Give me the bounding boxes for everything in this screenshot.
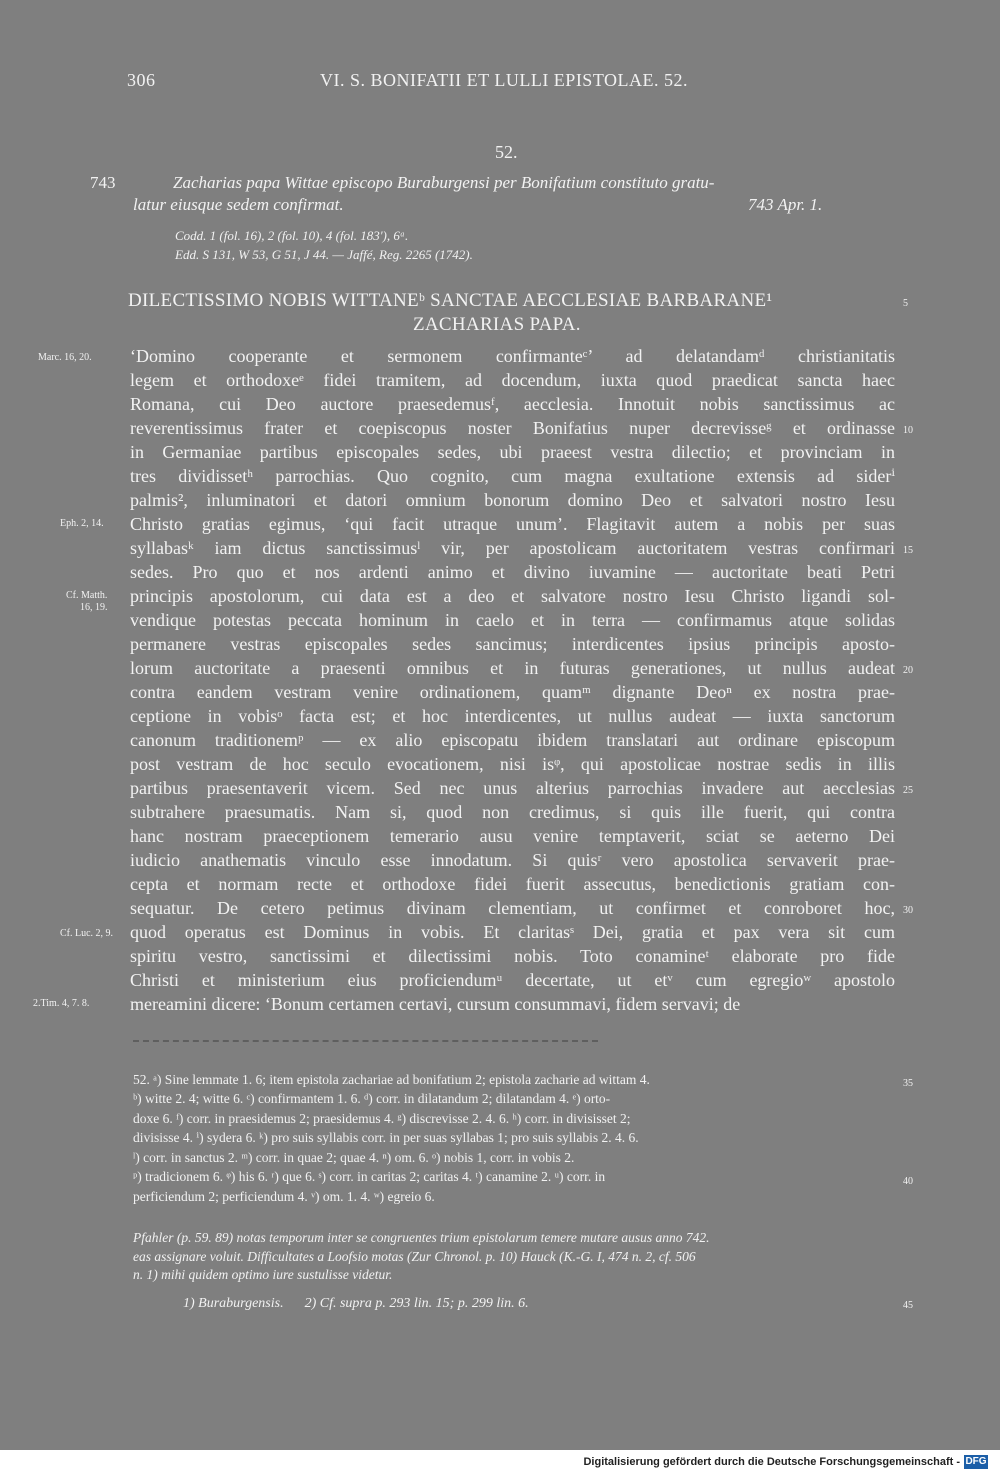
- page-number: 306: [127, 70, 156, 90]
- line-number: 10: [903, 425, 913, 436]
- footnote-line: doxe 6. ᶠ) corr. in praesidemus 2; praesidemus 4. ᵍ) discrevisse 2. 4. 6. ʰ) corr. in divisisset 2;: [133, 1111, 631, 1126]
- line-number: 15: [903, 545, 913, 556]
- body-line: tres dividissetʰ parrochias. Quo cognito, cum magna exultatione extensis ad siderⁱ: [130, 466, 895, 486]
- line-number: 30: [903, 905, 913, 916]
- footnote-line: 52. ᵃ) Sine lemmate 1. 6; item epistola zachariae ad bonifatium 2; epistola zacharie ad wittam 4.: [133, 1072, 650, 1087]
- margin-ref: 16, 19.: [80, 602, 108, 613]
- body-line: in Germaniae partibus episcopales sedes, ubi praeest vestra dilectio; et provinciam in: [130, 442, 895, 462]
- margin-ref: 2.Tim. 4, 7. 8.: [33, 998, 90, 1009]
- body-line: permanere vestras episcopales sedes sancimus; interdicentes ipsius principis aposto-: [130, 634, 895, 654]
- body-line: lorum auctoritate a praesenti omnibus et in futuras generationes, ut nullus audeat: [130, 658, 895, 678]
- note-line: eas assignare voluit. Difficultates a Loofsio motas (Zur Chronol. p. 10) Hauck (K.-G. I, 474 n. 2, cf. 506: [133, 1249, 696, 1264]
- body-line: iudicio anathematis vinculo esse innodatum. Si quisʳ vero apostolica servaverit prae-: [130, 850, 895, 870]
- body-line: canonum traditionemᵖ — ex alio episcopatu ibidem translatari aut ordinare episcopum: [130, 730, 895, 750]
- note-line: n. 1) mihi quidem optimo iure sustulisse videtur.: [133, 1267, 393, 1282]
- body-line: reverentissimus frater et coepiscopus noster Bonifatius nuper decrevisseᵍ et ordinasse: [130, 418, 895, 438]
- body-line: palmis², inluminatori et datori omnium bonorum domino Deo et salvatori nostro Iesu: [130, 490, 895, 510]
- margin-ref: Cf. Luc. 2, 9.: [60, 928, 114, 939]
- letter-number: 52.: [495, 142, 518, 162]
- footnote-line: ˡ) corr. in sanctus 2. ᵐ) corr. in quae 2; quae 4. ⁿ) om. 6. ᵒ) nobis 1, corr. in vobis 2.: [133, 1150, 575, 1165]
- dfg-logo-icon: DFG: [965, 1456, 987, 1467]
- letter-year: 743: [90, 173, 116, 192]
- address-line-1: DILECTISSIMO NOBIS WITTANEᵇ SANCTAE AECCLESIAE BARBARANE¹: [128, 290, 773, 311]
- body-line: ceptione in vobisᵒ facta est; et hoc interdicentes, ut nullus audeat — iuxta sanctorum: [130, 706, 895, 726]
- editions-line: Edd. S 131, W 53, G 51, J 44. — Jaffé, Reg. 2265 (1742).: [175, 247, 473, 262]
- body-line: Christi et ministerium eius proficiendumᵘ decertate, ut etᵛ cum egregioʷ apostolo: [130, 970, 895, 990]
- margin-ref: Eph. 2, 14.: [60, 518, 104, 529]
- body-line: sedes. Pro quo et nos ardenti animo et divino iuvamine — auctoritate beati Petri: [130, 562, 895, 582]
- body-line: post vestram de hoc seculo evocationem, nisi isᵠ, qui apostolicae nostrae sedis in illis: [130, 754, 895, 774]
- letter-date: 743 Apr. 1.: [748, 195, 823, 214]
- address-line-2: ZACHARIAS PAPA.: [413, 314, 581, 335]
- body-line: partibus praesentaverit vicem. Sed nec unus alterius parrochias invadere aut aecclesias: [130, 778, 895, 798]
- body-line: contra eandem vestram venire ordinationem, quamᵐ dignante Deoⁿ ex nostra prae-: [130, 682, 895, 702]
- body-line: mereamini dicere: ‘Bonum certamen certavi, cursum consummavi, fidem servavi; de: [130, 994, 741, 1014]
- body-line: cepta et normam recte et orthodoxe fidei fuerit assecutus, benedictionis gratiam con-: [130, 874, 895, 894]
- body-line: spiritu vestro, sanctissimi et dilectissimi nobis. Toto conamineᵗ elaborate pro fide: [130, 946, 895, 966]
- body-line: Christo gratias egimus, ‘qui facit utraque unum’. Flagitavit autem a nobis per suas: [130, 514, 895, 534]
- cut-off-text-line: [133, 1040, 598, 1042]
- line-number: 45: [903, 1300, 913, 1311]
- body-line: ‘Domino cooperante et sermonem confirmanteᶜ’ ad delatandamᵈ christianitatis: [130, 346, 895, 366]
- body-line: hanc nostram praeceptionem temerario ausu venire temptaverit, sciat se aeterno Dei: [130, 826, 895, 846]
- source-notes: 1) Buraburgensis. 2) Cf. supra p. 293 lin. 15; p. 299 lin. 6.: [183, 1296, 529, 1311]
- codices-line: Codd. 1 (fol. 16), 2 (fol. 10), 4 (fol. 183'), 6ᵃ.: [175, 228, 409, 243]
- digitization-footer: [0, 1450, 1000, 1474]
- body-line: legem et orthodoxeᵉ fidei tramitem, ad docendum, iuxta quod praedicat sancta haec: [130, 370, 895, 390]
- note-line: Pfahler (p. 59. 89) notas temporum inter se congruentes trium epistolarum temere mutare ausus anno 742.: [133, 1230, 710, 1245]
- line-number: 25: [903, 785, 913, 796]
- footnote-line: perficiendum 2; perficiendum 4. ᵛ) om. 1. 4. ʷ) egreio 6.: [133, 1189, 435, 1204]
- body-line: vendique potestas peccata hominum in caelo et in terra — confirmamus atque solidas: [130, 610, 895, 630]
- footnote-line: ᵇ) witte 2. 4; witte 6. ᶜ) confirmantem 1. 6. ᵈ) corr. in dilatandum 2; dilatandam 4. ᵉ) orto-: [133, 1091, 611, 1106]
- body-line: subtrahere praesumatis. Nam si, quod non credimus, si quis ille fuerit, qui contra: [130, 802, 895, 822]
- body-line: syllabasᵏ iam dictus sanctissimusˡ vir, per apostolicam auctoritatem vestras confirmari: [130, 538, 895, 558]
- line-number: 35: [903, 1078, 913, 1089]
- body-line: quod operatus est Dominus in vobis. Et claritasˢ Dei, gratia et pax vera sit cum: [130, 922, 895, 942]
- margin-ref: Cf. Matth.: [66, 590, 108, 601]
- line-number: 20: [903, 665, 913, 676]
- letter-summary-line-1: Zacharias papa Wittae episcopo Buraburgensi per Bonifatium constituto gratu-: [173, 173, 715, 192]
- margin-ref: Marc. 16, 20.: [38, 352, 92, 363]
- funding-credit: Digitalisierung gefördert durch die Deutsche Forschungsgemeinschaft -: [583, 1456, 960, 1468]
- line-number: 40: [903, 1176, 913, 1187]
- footnote-line: divisisse 4. ⁱ) sydera 6. ᵏ) pro suis syllabis corr. in per suas syllabas 1; pro suis syllabis 2. 4. 6.: [133, 1130, 639, 1145]
- body-line: principis apostolorum, cui data est a deo et salvatore nostro Iesu Christo ligandi sol-: [130, 586, 895, 606]
- line-number: 5: [903, 298, 908, 309]
- letter-summary-line-2: latur eiusque sedem confirmat.: [133, 195, 344, 214]
- body-line: sequatur. De cetero petimus divinam clementiam, ut confirmet et conroboret hoc,: [130, 898, 895, 918]
- running-title: VI. S. BONIFATII ET LULLI EPISTOLAE. 52.: [320, 70, 688, 90]
- footnote-line: ᵖ) tradicionem 6. ᵠ) his 6. ʳ) que 6. ˢ) corr. in caritas 2; caritas 4. ᵗ) canamine 2. ᵘ) corr. in: [133, 1169, 606, 1184]
- body-line: Romana, cui Deo auctore praesedemusᶠ, aecclesia. Innotuit nobis sanctissimus ac: [130, 394, 895, 414]
